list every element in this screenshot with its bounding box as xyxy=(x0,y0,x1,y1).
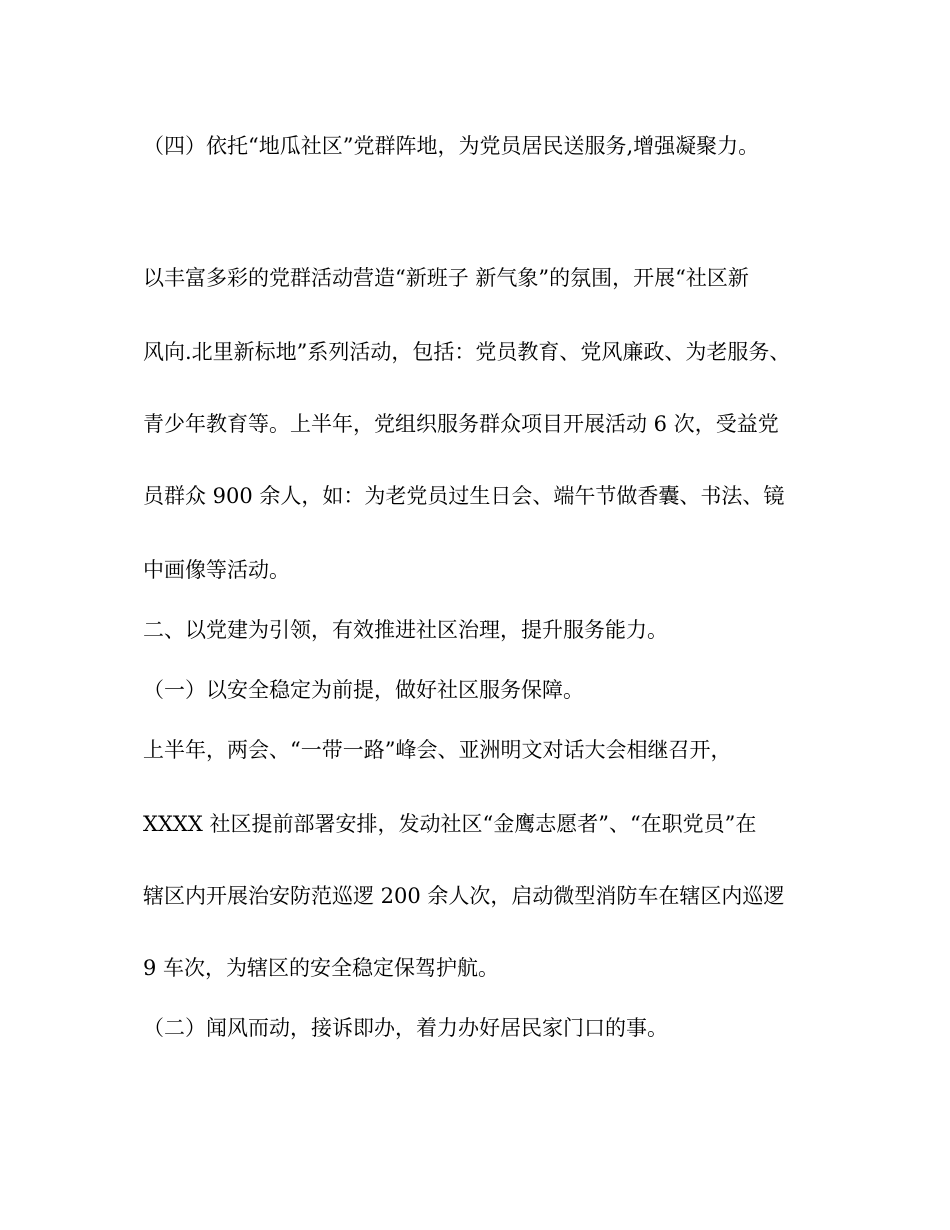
paragraph-line: 中画像等活动。 xyxy=(143,558,290,582)
paragraph-line: XXXX 社区提前部署安排，发动社区“金鹰志愿者”、“在职党员”在 xyxy=(143,812,757,836)
paragraph-line: 风向.北里新标地”系列活动，包括：党员教育、党风廉政、为老服务、 xyxy=(143,340,791,364)
subsection-heading-1: （一）以安全稳定为前提，做好社区服务保障。 xyxy=(143,678,584,702)
paragraph-line: 以丰富多彩的党群活动营造“新班子 新气象”的氛围，开展“社区新 xyxy=(143,266,749,290)
subsection-heading-2: （二）闻风而动，接诉即办，着力办好居民家门口的事。 xyxy=(143,1016,668,1040)
paragraph-line: 9 车次，为辖区的安全稳定保驾护航。 xyxy=(143,956,500,980)
paragraph-line: 上半年，两会、“一带一路”峰会、亚洲明文对话大会相继召开， xyxy=(143,738,732,762)
paragraph-line: 员群众 900 余人，如：为老党员过生日会、端午节做香囊、书法、镜 xyxy=(143,484,785,508)
section-heading-2: 二、以党建为引领，有效推进社区治理，提升服务能力。 xyxy=(143,618,668,642)
paragraph-line: 辖区内开展治安防范巡逻 200 余人次，启动微型消防车在辖区内巡逻 xyxy=(143,884,785,908)
paragraph-line: 青少年教育等。上半年，党组织服务群众项目开展活动 6 次，受益党 xyxy=(143,412,779,436)
section-heading-4: （四）依托“地瓜社区”党群阵地，为党员居民送服务,增强凝聚力。 xyxy=(143,134,760,158)
